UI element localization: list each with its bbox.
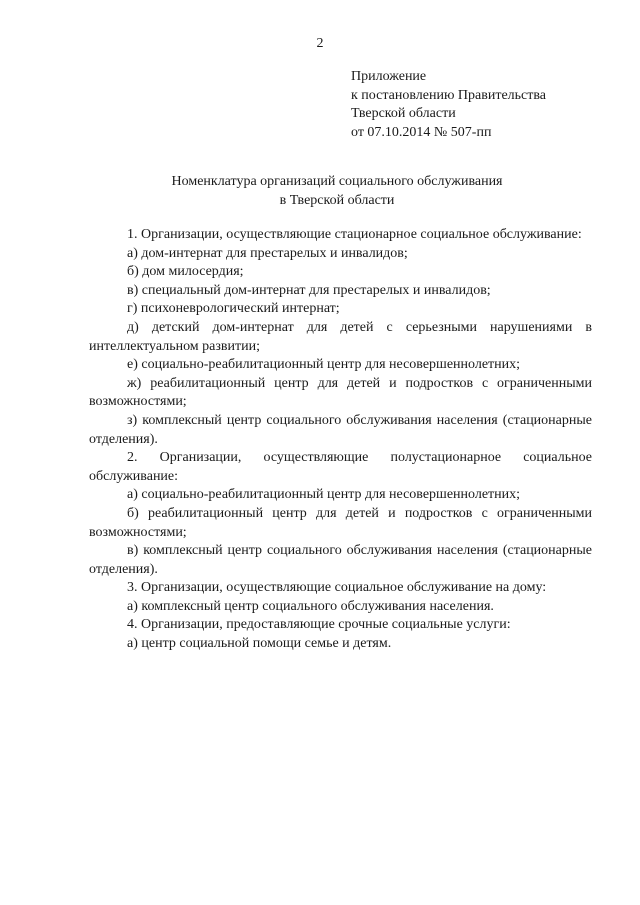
list-item: а) социально-реабилитационный центр для несовершеннолетних; bbox=[127, 487, 521, 503]
page-number: 2 bbox=[316, 36, 324, 51]
list-item: а) дом-интернат для престарелых и инвалидов; bbox=[127, 245, 408, 261]
appendix-line: Приложение bbox=[351, 69, 427, 84]
list-item: ж) реабилитационный центр для детей и подростков с ограниченными возможностями; bbox=[89, 375, 592, 410]
appendix-line: к постановлению Правительства bbox=[351, 87, 547, 103]
list-item: б) реабилитационный центр для детей и подростков с ограниченными возможностями; bbox=[89, 505, 592, 540]
document-title bbox=[60, 173, 614, 210]
section-heading: 3. Организации, осуществляющие социальное обслуживание на дому: bbox=[127, 580, 547, 596]
title-line: Номенклатура организаций социального обслуживания bbox=[171, 174, 503, 189]
list-item: б) дом милосердия; bbox=[127, 264, 244, 280]
appendix-line: Тверской области bbox=[351, 106, 456, 121]
section-heading: 2. Организации, осуществляющие полустационарное социальное обслуживание: bbox=[89, 450, 592, 484]
list-item: в) специальный дом-интернат для престарелых и инвалидов; bbox=[127, 282, 491, 298]
appendix-line: от 07.10.2014 № 507-пп bbox=[351, 124, 492, 140]
title-line: в Тверской области bbox=[279, 192, 395, 208]
section-heading: 4. Организации, предоставляющие срочные социальные услуги: bbox=[127, 617, 511, 633]
list-item: г) психоневрологический интернат; bbox=[127, 301, 340, 317]
list-item: в) комплексный центр социального обслуживания населения (стационарные отделения). bbox=[89, 543, 592, 577]
section-heading: 1. Организации, осуществляющие стационарное социальное обслуживание: bbox=[127, 227, 582, 242]
document-body bbox=[89, 226, 592, 654]
list-item: д) детский дом-интернат для детей с серьезными нарушениями в интеллектуальном развитии; bbox=[89, 319, 592, 354]
list-item: а) комплексный центр социального обслуживания населения. bbox=[127, 598, 494, 614]
list-item: з) комплексный центр социального обслуживания населения (стационарные отделения). bbox=[89, 412, 592, 447]
list-item: а) центр социальной помощи семье и детям. bbox=[127, 636, 392, 652]
list-item: е) социально-реабилитационный центр для несовершеннолетних; bbox=[127, 357, 521, 373]
appendix-block bbox=[351, 68, 546, 142]
